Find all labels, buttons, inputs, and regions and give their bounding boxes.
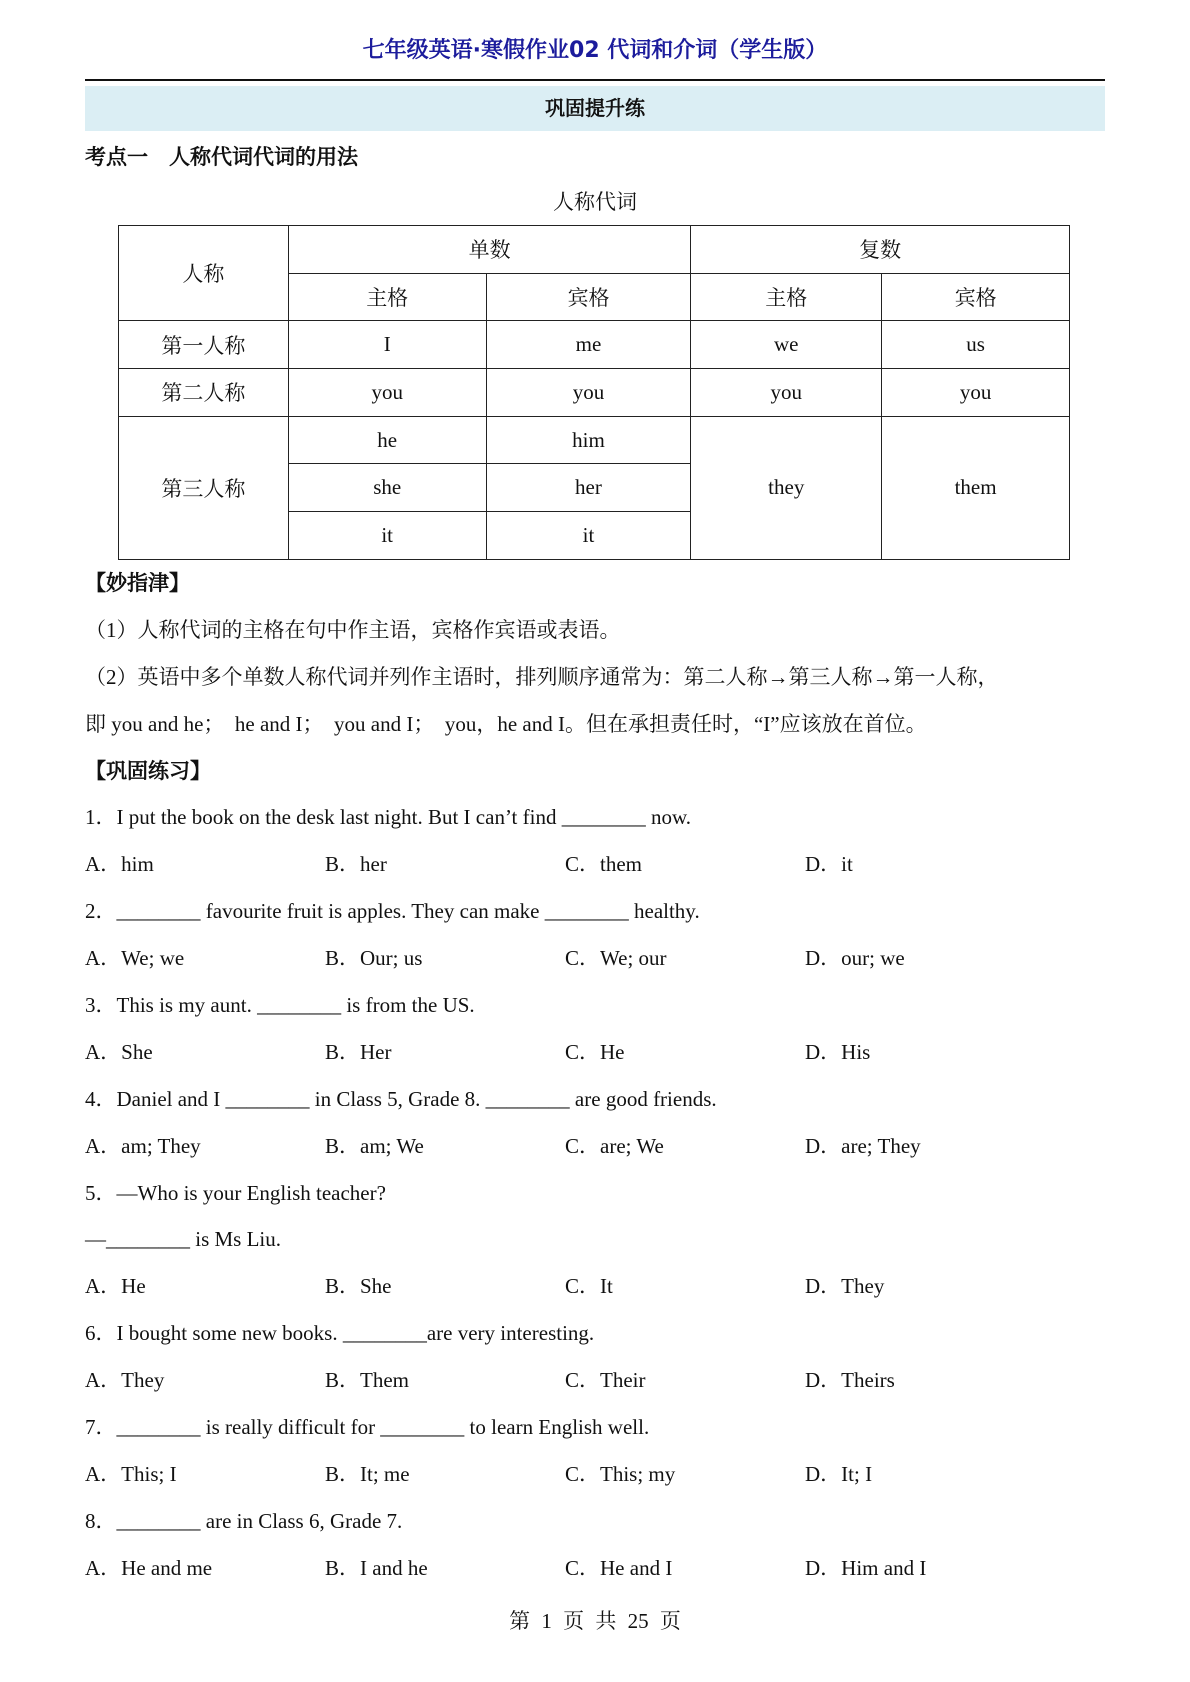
cell: him xyxy=(486,416,691,464)
question-text: 4．Daniel and I ________ in Class 5, Grade 8. ________ are good friends. xyxy=(85,1086,717,1111)
question-text: 1．I put the book on the desk last night. But I can’t find ________ now. xyxy=(85,805,692,830)
table-caption: 人称代词 xyxy=(553,190,637,214)
option-choice: C．He and I xyxy=(565,1555,673,1580)
option-choice: B．her xyxy=(325,852,387,877)
option-choice: C．them xyxy=(565,852,642,877)
cell: we xyxy=(691,321,882,369)
option-choice: C．Their xyxy=(565,1368,646,1393)
cell: you xyxy=(882,369,1070,417)
option-choice: B．It; me xyxy=(325,1461,410,1486)
table-row xyxy=(119,416,1070,464)
header-person: 人称 xyxy=(119,226,289,321)
option-choice: C．This; my xyxy=(565,1461,676,1486)
option-choice: A．am; They xyxy=(85,1133,201,1158)
option-choice: A．He and me xyxy=(85,1555,213,1580)
options-row xyxy=(85,841,1110,888)
page-footer: 第 1 页 共 25 页 xyxy=(509,1609,681,1633)
option-choice: A．She xyxy=(85,1039,153,1064)
options-row xyxy=(85,935,1110,982)
cell: us xyxy=(882,321,1070,369)
row-label: 第一人称 xyxy=(119,321,289,369)
section-band: 巩固提升练 xyxy=(85,86,1105,131)
cell: me xyxy=(486,321,691,369)
cell: them xyxy=(882,416,1070,559)
option-choice: D．Him and I xyxy=(805,1555,927,1580)
option-choice: C．are; We xyxy=(565,1133,664,1158)
section-heading: 考点一 人称代词代词的用法 xyxy=(85,145,358,169)
option-choice: D．are; They xyxy=(805,1133,921,1158)
question-text: —________ is Ms Liu. xyxy=(85,1227,282,1252)
option-choice: B．I and he xyxy=(325,1555,428,1580)
tips-heading: 【妙指津】 xyxy=(85,571,190,595)
tip-line: （1）人称代词的主格在句中作主语，宾格作宾语或表语。 xyxy=(85,617,621,642)
header-plural: 复数 xyxy=(691,226,1070,274)
header-subj: 主格 xyxy=(691,273,882,321)
cell: he xyxy=(288,416,486,464)
row-label: 第三人称 xyxy=(119,416,289,559)
question-list xyxy=(85,794,1110,1591)
cell: she xyxy=(288,464,486,512)
option-choice: C．He xyxy=(565,1039,625,1064)
question-text: 3．This is my aunt. ________ is from the US. xyxy=(85,993,475,1018)
options-row xyxy=(85,1029,1110,1076)
option-choice: C．It xyxy=(565,1274,613,1299)
table-row xyxy=(119,369,1070,417)
header-obj: 宾格 xyxy=(486,273,691,321)
question-text: 8．________ are in Class 6, Grade 7. xyxy=(85,1508,403,1533)
pronoun-table xyxy=(118,225,1070,560)
option-choice: D．It; I xyxy=(805,1461,873,1486)
cell: you xyxy=(486,369,691,417)
cell: you xyxy=(691,369,882,417)
option-choice: C．We; our xyxy=(565,946,667,971)
tip-line: 即 you and he； he and I； you and I； you，he and I。但在承担责任时，“I”应该放在首位。 xyxy=(85,711,927,736)
cell: it xyxy=(486,512,691,560)
option-choice: B．Our; us xyxy=(325,946,423,971)
option-choice: D．our; we xyxy=(805,946,905,971)
options-row xyxy=(85,1545,1110,1592)
cell: I xyxy=(288,321,486,369)
option-choice: B．She xyxy=(325,1274,392,1299)
option-choice: D．Theirs xyxy=(805,1368,895,1393)
cell: it xyxy=(288,512,486,560)
header-subj: 主格 xyxy=(288,273,486,321)
table-row xyxy=(119,321,1070,369)
tip-line: （2）英语中多个单数人称代词并列作主语时，排列顺序通常为：第二人称→第三人称→第一人称， xyxy=(85,664,999,689)
header-singular: 单数 xyxy=(288,226,691,274)
option-choice: D．They xyxy=(805,1274,885,1299)
option-choice: A．This; I xyxy=(85,1461,177,1486)
options-row xyxy=(85,1263,1110,1310)
option-choice: B．am; We xyxy=(325,1133,424,1158)
header-obj: 宾格 xyxy=(882,273,1070,321)
options-row xyxy=(85,1357,1110,1404)
option-choice: A．He xyxy=(85,1274,146,1299)
content-body xyxy=(85,560,1110,1592)
document-title: 七年级英语·寒假作业02 代词和介词（学生版） xyxy=(362,38,828,63)
cell: they xyxy=(691,416,882,559)
question-text: 6．I bought some new books. ________are very interesting. xyxy=(85,1321,595,1346)
option-choice: B．Her xyxy=(325,1039,392,1064)
row-label: 第二人称 xyxy=(119,369,289,417)
question-text: 7．________ is really difficult for ________ to learn English well. xyxy=(85,1415,650,1440)
cell: you xyxy=(288,369,486,417)
option-choice: D．His xyxy=(805,1039,871,1064)
practice-heading: 【巩固练习】 xyxy=(85,758,211,783)
option-choice: A．We; we xyxy=(85,946,185,971)
option-choice: D．it xyxy=(805,852,853,877)
question-text: 5．—Who is your English teacher? xyxy=(85,1180,386,1205)
option-choice: B．Them xyxy=(325,1368,409,1393)
options-row xyxy=(85,1451,1110,1498)
options-row xyxy=(85,1123,1110,1170)
header-rule xyxy=(85,79,1105,81)
option-choice: A．They xyxy=(85,1368,165,1393)
option-choice: A．him xyxy=(85,852,154,877)
question-text: 2．________ favourite fruit is apples. They can make ________ healthy. xyxy=(85,899,700,924)
cell: her xyxy=(486,464,691,512)
